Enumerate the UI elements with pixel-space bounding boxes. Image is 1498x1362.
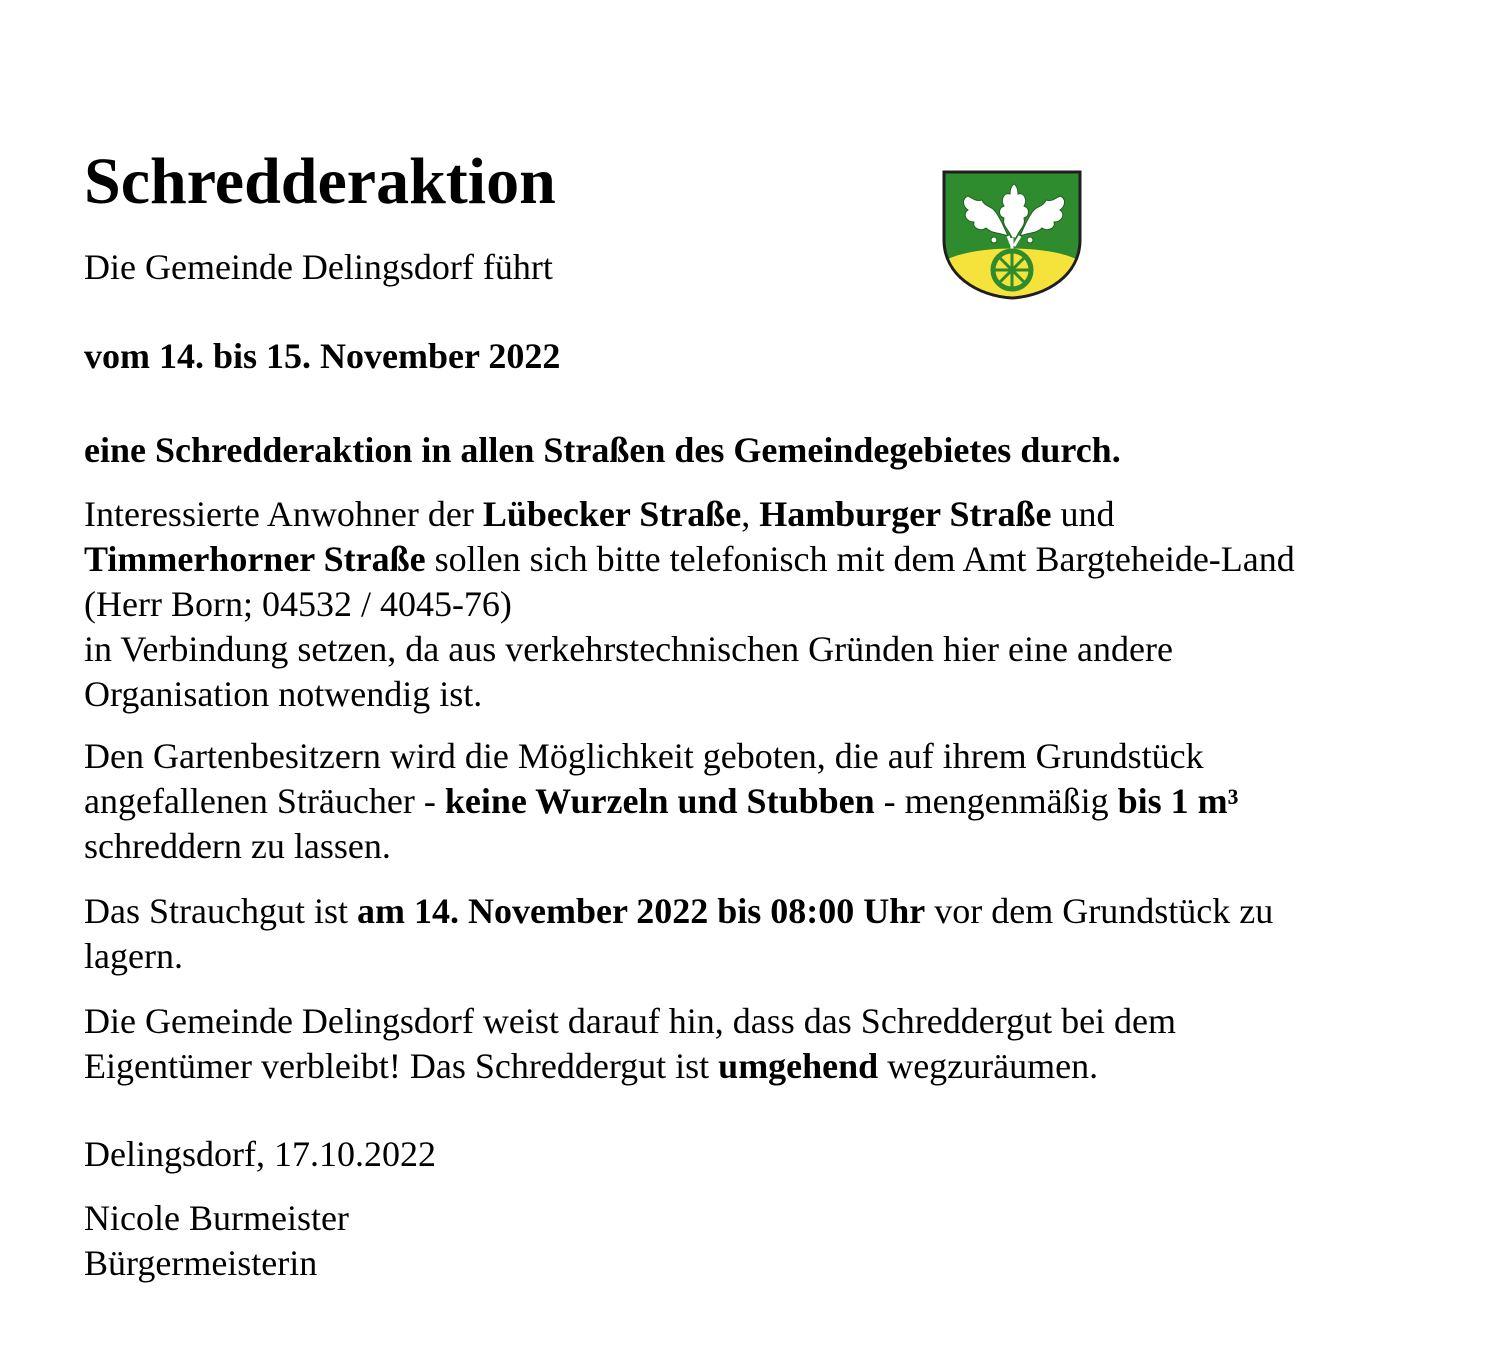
notice-text-2: Eigentümer verbleibt! Das Schreddergut ist bbox=[84, 1046, 719, 1086]
residents-text-5: in Verbindung setzen, da aus verkehrstechnischen Gründen hier eine andere bbox=[84, 629, 1173, 669]
signer-name: Nicole Burmeister bbox=[84, 1198, 349, 1238]
gardeners-text-1: Den Gartenbesitzern wird die Möglichkeit geboten, die auf ihrem Grundstück bbox=[84, 736, 1204, 776]
wheel-icon bbox=[993, 251, 1031, 289]
deadline-text-2: vor dem Grundstück zu bbox=[925, 891, 1274, 931]
contact-info: (Herr Born; 04532 / 4045-76) bbox=[84, 584, 512, 624]
street-luebecker: Lübecker Straße bbox=[482, 494, 742, 534]
action-headline: eine Schredderaktion in allen Straßen des Gemeindegebietes durch. bbox=[84, 430, 1121, 470]
coat-of-arms-icon bbox=[942, 170, 1082, 300]
deadline-text-3: lagern. bbox=[84, 936, 183, 976]
residents-text-6: Organisation notwendig ist. bbox=[84, 674, 483, 714]
intro-text: Die Gemeinde Delingsdorf führt bbox=[84, 247, 553, 287]
street-hamburger: Hamburger Straße bbox=[759, 494, 1052, 534]
gardeners-text-3: - mengenmäßig bbox=[874, 781, 1118, 821]
residents-text-4: sollen sich bitte telefonisch mit dem Amt Bargteheide-Land bbox=[425, 539, 1295, 579]
gardeners-text-4: schreddern zu lassen. bbox=[84, 826, 391, 866]
deadline-paragraph bbox=[84, 889, 1464, 979]
notice-text-1: Die Gemeinde Delingsdorf weist darauf hin, dass das Schreddergut bei dem bbox=[84, 1001, 1177, 1041]
page-title: Schredderaktion bbox=[84, 145, 556, 218]
gardeners-text-2: angefallenen Sträucher - bbox=[84, 781, 445, 821]
notice-paragraph bbox=[84, 999, 1464, 1089]
volume-limit: bis 1 m³ bbox=[1117, 781, 1239, 821]
signer-title: Bürgermeisterin bbox=[84, 1243, 318, 1283]
residents-text-2: , bbox=[741, 494, 760, 534]
residents-paragraph bbox=[84, 492, 1464, 717]
date-range: vom 14. bis 15. November 2022 bbox=[84, 336, 561, 376]
immediately-emphasis: umgehend bbox=[718, 1046, 879, 1086]
residents-text-3: und bbox=[1051, 494, 1115, 534]
deadline-text-1: Das Strauchgut ist bbox=[84, 891, 357, 931]
place-date: Delingsdorf, 17.10.2022 bbox=[84, 1134, 436, 1174]
gardeners-paragraph bbox=[84, 734, 1464, 869]
residents-text-1: Interessierte Anwohner der bbox=[84, 494, 483, 534]
street-timmerhorner: Timmerhorner Straße bbox=[84, 539, 426, 579]
notice-text-3: wegzuräumen. bbox=[878, 1046, 1099, 1086]
deadline-date: am 14. November 2022 bis 08:00 Uhr bbox=[356, 891, 926, 931]
no-roots-notice: keine Wurzeln und Stubben bbox=[444, 781, 875, 821]
